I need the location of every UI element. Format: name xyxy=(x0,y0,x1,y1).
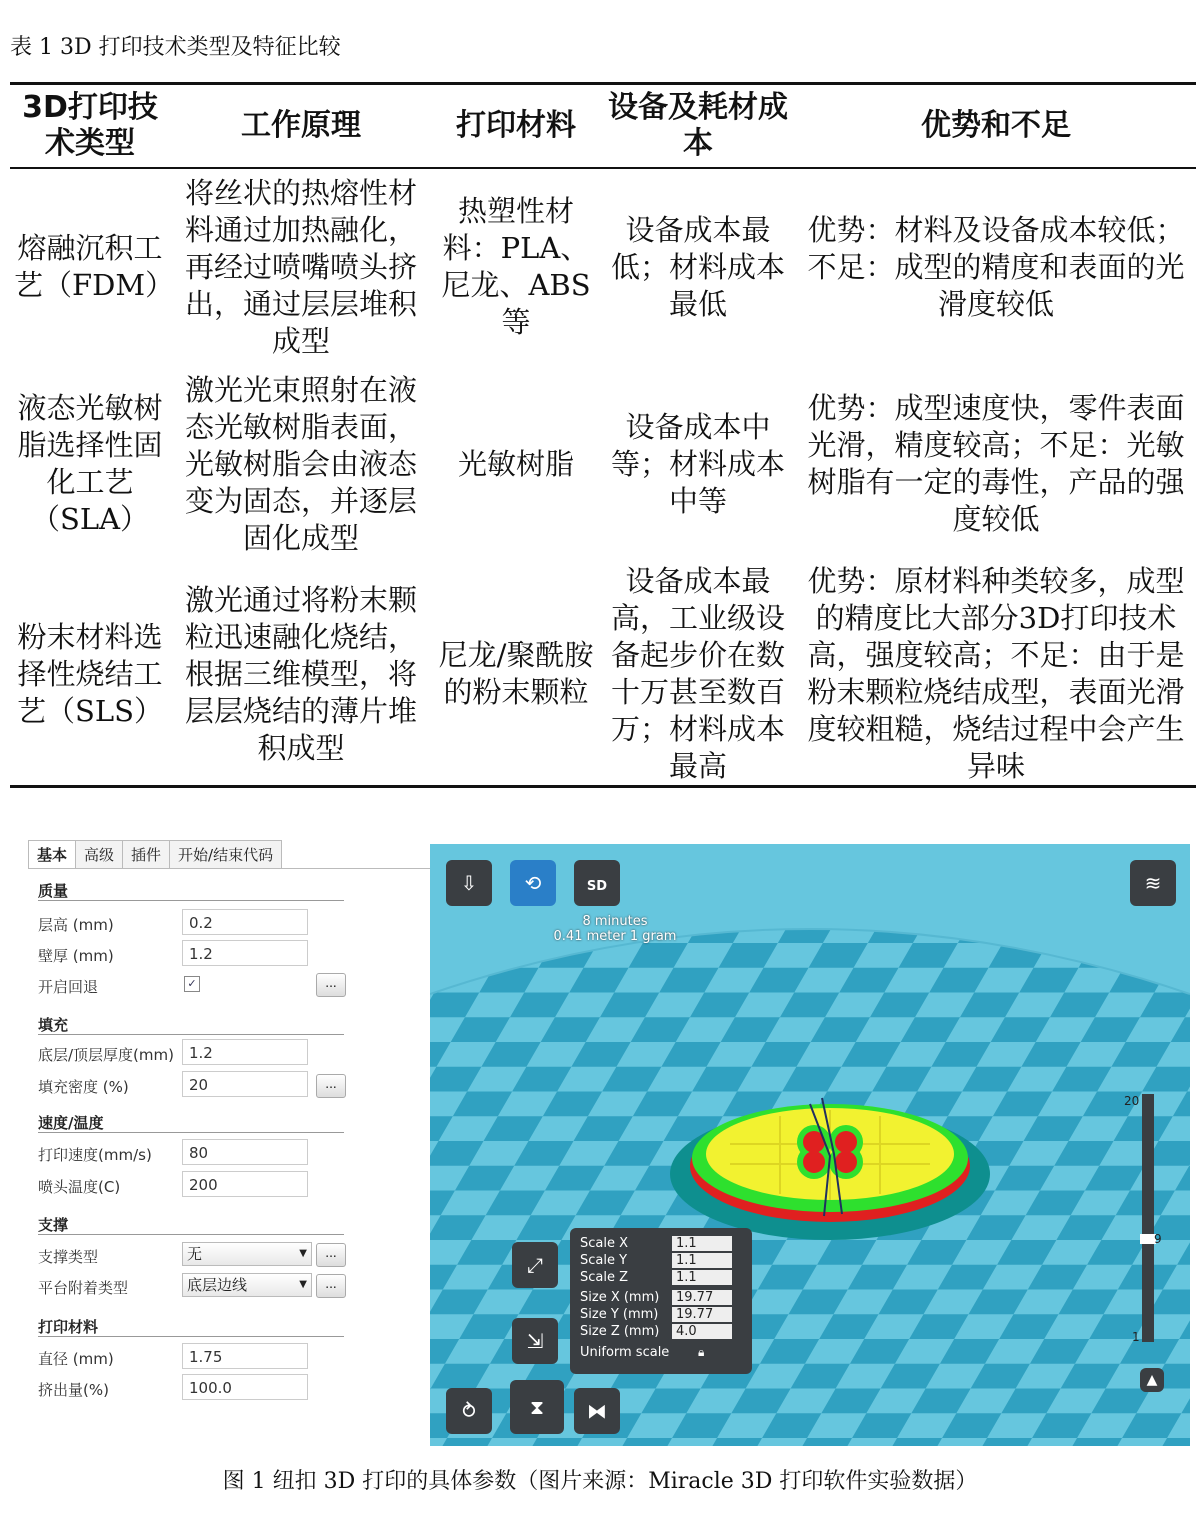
rotate-tool-button[interactable] xyxy=(446,1388,492,1434)
uniform-scale-row: Uniform scale 🔒︎ xyxy=(580,1345,705,1360)
scale-x-input[interactable]: 1.1 xyxy=(672,1236,732,1251)
scale-button[interactable] xyxy=(512,1318,558,1364)
scale-z-input[interactable]: 1.1 xyxy=(672,1270,732,1285)
layer-top-label: 20 xyxy=(1124,1094,1140,1108)
layer-bottom-label: 1 xyxy=(1132,1330,1140,1344)
save-to-sd-button[interactable] xyxy=(574,860,620,906)
settings-tabs xyxy=(28,842,438,869)
print-usage: 0.41 meter 1 gram xyxy=(553,929,677,944)
support-type-select[interactable] xyxy=(182,1242,312,1266)
print-speed-input[interactable]: 80 xyxy=(182,1139,308,1165)
fill-more-button[interactable]: ... xyxy=(316,1074,346,1098)
retraction-more-button[interactable]: ... xyxy=(316,973,346,997)
settings-panel xyxy=(28,836,448,1448)
cell-material: 尼龙/聚酰胺的粉末颗粒 xyxy=(438,638,594,709)
header-type: 3D打印技术类型 xyxy=(22,90,158,161)
scale-z-row: Scale Z 1.1 xyxy=(580,1270,750,1287)
layer-view-icon: ▲ xyxy=(1146,1372,1158,1388)
mirror-icon: ⧓ xyxy=(587,1399,607,1423)
header-material: 打印材料 xyxy=(456,108,576,143)
chevron-down-icon: ▼ xyxy=(299,1279,307,1290)
size-y-input[interactable]: 19.77 xyxy=(672,1307,732,1322)
sd-card-icon: SD xyxy=(586,879,608,894)
view-mode-button[interactable] xyxy=(1130,860,1176,906)
mirror-tool-button[interactable] xyxy=(574,1388,620,1434)
header-pros-cons: 优势和不足 xyxy=(921,108,1071,143)
scale-tool-button[interactable] xyxy=(510,1380,564,1434)
load-icon: ⇩ xyxy=(460,871,478,895)
tab-plugins[interactable]: 插件 xyxy=(122,840,170,868)
diameter-input[interactable]: 1.75 xyxy=(182,1343,308,1369)
tab-advanced[interactable]: 高级 xyxy=(75,840,123,868)
divider xyxy=(38,1234,344,1235)
support-type-label: 支撑类型 xyxy=(38,1248,99,1266)
table-row xyxy=(10,563,1196,787)
shell-thickness-input[interactable]: 1.2 xyxy=(182,940,308,966)
print-time: 8 minutes xyxy=(582,914,648,929)
bottom-top-thickness-input[interactable]: 1.2 xyxy=(182,1039,308,1065)
scale-tool-icon: ⧗ xyxy=(529,1395,545,1419)
cell-pros-cons: 优势：成型速度快，零件表面光滑，精度较高；不足：光敏树脂有一定的毒性，产品的强度较低 xyxy=(807,391,1185,536)
print-speed-label: 打印速度(mm/s) xyxy=(38,1146,152,1164)
3d-viewport[interactable] xyxy=(430,844,1190,1446)
load-model-button[interactable] xyxy=(446,860,492,906)
adhesion-type-select[interactable] xyxy=(182,1273,312,1297)
scale-x-row: Scale X 1.1 xyxy=(580,1236,750,1253)
cell-principle: 将丝状的热熔性材料通过加热融化，再经过喷嘴喷头挤出，通过层层堆积成型 xyxy=(184,175,417,358)
rotate-button[interactable] xyxy=(512,1242,558,1288)
layer-slider[interactable] xyxy=(1142,1094,1154,1342)
section-fill-title: 填充 xyxy=(38,1016,69,1034)
scale-y-row: Scale Y 1.1 xyxy=(580,1253,750,1270)
divider xyxy=(38,1336,344,1337)
lock-icon[interactable]: 🔒︎ xyxy=(698,1345,705,1359)
cell-cost: 设备成本最低；材料成本最低 xyxy=(610,212,785,321)
header-principle: 工作原理 xyxy=(241,108,361,143)
divider xyxy=(38,900,344,901)
layer-height-input[interactable]: 0.2 xyxy=(182,909,308,935)
divider xyxy=(38,1132,344,1133)
print-estimate xyxy=(530,914,700,944)
cell-principle: 激光通过将粉末颗粒迅速融化烧结，根据三维模型，将层层烧结的薄片堆积成型 xyxy=(184,582,417,765)
cell-type: 液态光敏树脂选择性固化工艺（SLA） xyxy=(17,391,163,536)
adhesion-more-button[interactable]: ... xyxy=(316,1274,346,1298)
cell-material: 光敏树脂 xyxy=(457,446,574,481)
flow-input[interactable]: 100.0 xyxy=(182,1374,308,1400)
slicer-screenshot xyxy=(16,836,1190,1448)
divider xyxy=(38,1034,344,1035)
fill-density-input[interactable]: 20 xyxy=(182,1071,308,1097)
cell-type: 粉末材料选择性烧结工艺（SLS） xyxy=(17,619,163,728)
cell-pros-cons: 优势：材料及设备成本较低；不足：成型的精度和表面的光滑度较低 xyxy=(807,212,1185,321)
size-z-input[interactable]: 4.0 xyxy=(672,1324,732,1339)
section-support-title: 支撑 xyxy=(38,1216,69,1234)
cell-cost: 设备成本最高，工业级设备起步价在数十万甚至数百万；材料成本最高 xyxy=(610,564,785,783)
nozzle-temp-input[interactable]: 200 xyxy=(182,1171,308,1197)
scale-icon: ⇲ xyxy=(526,1329,544,1353)
comparison-table xyxy=(10,82,1196,788)
tab-start-end-gcode[interactable]: 开始/结束代码 xyxy=(169,840,282,868)
repair-icon: ⟲ xyxy=(524,871,542,895)
cell-material: 热塑性材料：PLA、尼龙、ABS等 xyxy=(441,194,591,339)
layer-current-label: 9 xyxy=(1154,1232,1162,1246)
section-quality-title: 质量 xyxy=(38,882,69,900)
cell-cost: 设备成本中等；材料成本中等 xyxy=(610,409,785,518)
retraction-checkbox[interactable]: ✓ xyxy=(184,976,200,992)
fill-density-label: 填充密度 (%) xyxy=(38,1078,129,1096)
rotate-tool-icon: ⥁ xyxy=(462,1399,476,1423)
scale-y-input[interactable]: 1.1 xyxy=(672,1253,732,1268)
figure-caption: 图 1 纽扣 3D 打印的具体参数（图片来源：Miracle 3D 打印软件实验数据） xyxy=(222,1469,978,1494)
shell-thickness-label: 壁厚 (mm) xyxy=(38,947,114,965)
table-header-row xyxy=(10,84,1196,169)
diameter-label: 直径 (mm) xyxy=(38,1350,114,1368)
table-caption: 表 1 3D 打印技术类型及特征比较 xyxy=(10,35,341,60)
tab-basic[interactable]: 基本 xyxy=(28,840,76,868)
size-x-row: Size X (mm) 19.77 xyxy=(580,1290,750,1307)
section-speed-title: 速度/温度 xyxy=(38,1114,104,1132)
cell-principle: 激光光束照射在液态光敏树脂表面，光敏树脂会由液态变为固态，并逐层固化成型 xyxy=(184,372,417,555)
table-row xyxy=(10,168,1196,365)
scale-panel xyxy=(570,1228,752,1374)
cell-pros-cons: 优势：原材料种类较多，成型的精度比大部分3D打印技术高，强度较高；不足：由于是粉末颗粒烧结成型，表面光滑度较粗糙，烧结过程中会产生异味 xyxy=(807,564,1185,783)
retraction-label: 开启回退 xyxy=(38,978,99,996)
table-row xyxy=(10,365,1196,563)
support-more-button[interactable]: ... xyxy=(316,1243,346,1267)
repair-button[interactable] xyxy=(510,860,556,906)
adhesion-type-label: 平台附着类型 xyxy=(38,1279,129,1297)
size-y-row: Size Y (mm) 19.77 xyxy=(580,1307,750,1324)
cell-type: 熔融沉积工艺（FDM） xyxy=(14,231,175,302)
size-z-row: Size Z (mm) 4.0 xyxy=(580,1324,750,1341)
layer-view-button[interactable] xyxy=(1140,1368,1164,1392)
header-cost: 设备及耗材成本 xyxy=(608,90,788,161)
flow-label: 挤出量(%) xyxy=(38,1381,109,1399)
nozzle-temp-label: 喷头温度(C) xyxy=(38,1178,121,1196)
bottom-top-thickness-label: 底层/顶层厚度(mm) xyxy=(38,1046,174,1064)
layers-icon: ≋ xyxy=(1144,871,1162,895)
layer-height-label: 层高 (mm) xyxy=(38,916,114,934)
chevron-down-icon: ▼ xyxy=(299,1248,307,1259)
section-material-title: 打印材料 xyxy=(38,1318,99,1336)
rotate-icon: ⤢ xyxy=(527,1253,543,1277)
adhesion-type-value: 底层边线 xyxy=(187,1276,248,1294)
support-type-value: 无 xyxy=(187,1245,203,1263)
size-x-input[interactable]: 19.77 xyxy=(672,1290,732,1305)
